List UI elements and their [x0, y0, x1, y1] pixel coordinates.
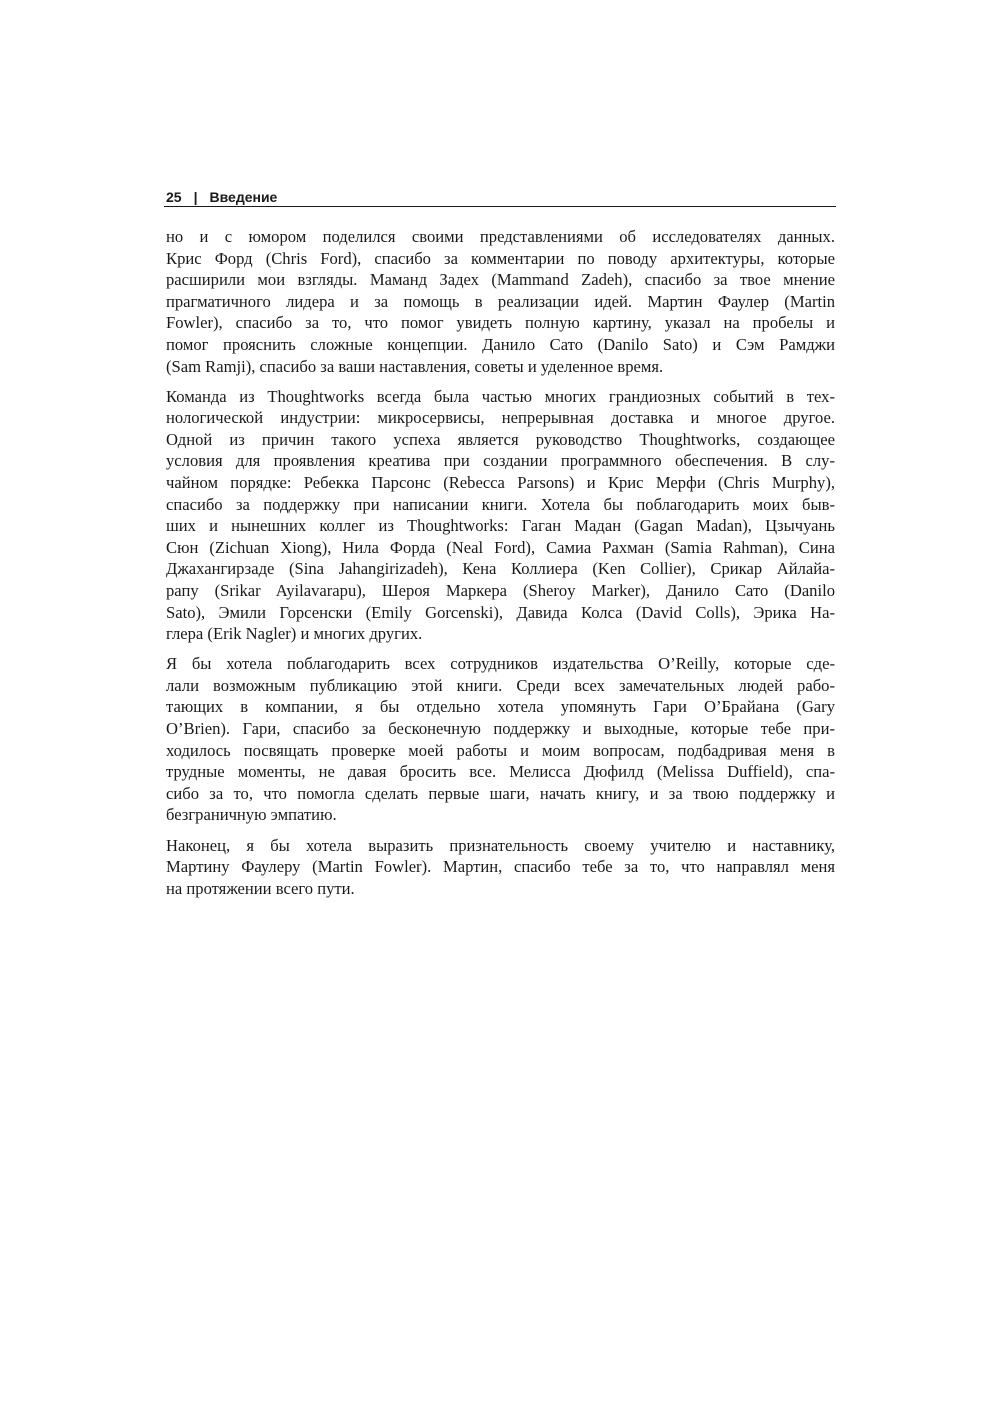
text-line: Наконец, я бы хотела выразить признательность своему учителю и наставнику, — [166, 835, 835, 855]
text-line: условия для проявления креатива при создании программного обеспечения. В слу- — [166, 451, 835, 471]
text-line: помог прояснить сложные концепции. Данило Сато (Danilo Sato) и Сэм Рамджи — [166, 334, 835, 354]
text-line: прагматичного лидера и за помощь в реализации идей. Мартин Фаулер (Martin — [166, 291, 835, 311]
text-line: Крис Форд (Chris Ford), спасибо за комментарии по поводу архитектуры, которые — [166, 248, 835, 268]
text-line: Мартину Фаулеру (Martin Fowler). Мартин, спасибо тебе за то, что направлял меня — [166, 857, 835, 877]
text-line: спасибо за поддержку при написании книги. Хотела бы поблагодарить моих быв- — [166, 494, 835, 514]
text-line: сибо за то, что помогла сделать первые шаги, начать книгу, и за твою поддержку и — [166, 783, 835, 803]
text-line: (Sam Ramji), спасибо за ваши наставления, советы и уделенное время. — [166, 356, 664, 376]
header-rule — [164, 206, 836, 207]
text-line: рапу (Srikar Ayilavarapu), Шероя Маркера (Sheroy Marker), Данило Сато (Danilo — [166, 581, 835, 600]
text-line: Команда из Thoughtworks всегда была частью многих грандиозных событий в тех- — [166, 386, 835, 406]
text-line: Я бы хотела поблагодарить всех сотрудников издательства O’Reilly, которые сде- — [166, 654, 835, 674]
text-line: Сюн (Zichuan Xiong), Нила Форда (Neal Ford), Самиа Рахман (Samia Rahman), Сина — [166, 537, 835, 557]
page-number: 25 — [166, 189, 182, 205]
text-line: безграничную эмпатию. — [166, 805, 337, 825]
text-line: лали возможным публикацию этой книги. Среди всех замечательных людей рабо- — [166, 675, 835, 695]
text-line: ходилось посвящать проверке моей работы и моим вопросам, подбадривая меня в — [166, 740, 835, 760]
paragraph — [166, 653, 835, 826]
paragraph — [166, 835, 835, 900]
text-line: на протяжении всего пути. — [166, 878, 355, 898]
text-line: трудные моменты, не давая бросить все. Мелисса Дюфилд (Melissa Duffield), спа- — [166, 762, 835, 782]
text-line: Одной из причин такого успеха является руководство Thoughtworks, создающее — [166, 429, 835, 449]
text-line: Sato), Эмили Горсенски (Emily Gorcenski), Давида Колса (David Colls), Эрика На- — [166, 602, 835, 622]
paragraph — [166, 226, 835, 377]
text-line: ших и нынешних коллег из Thoughtworks: Гаган Мадан (Gagan Madan), Цзычуань — [166, 516, 835, 536]
paragraph — [166, 386, 835, 645]
header-separator: | — [193, 189, 198, 205]
section-title: Введение — [209, 189, 278, 205]
text-line: глера (Erik Nagler) и многих других. — [166, 624, 423, 644]
text-line: Fowler), спасибо за то, что помог увидеть полную картину, указал на пробелы и — [166, 313, 835, 333]
body-text — [166, 226, 835, 908]
text-line: нологической индустрии: микросервисы, непрерывная доставка и многое другое. — [166, 408, 835, 428]
text-line: чайном порядке: Ребекка Парсонс (Rebecca Parsons) и Крис Мерфи (Chris Murphy), — [166, 473, 835, 493]
text-line: Джахангирзаде (Sina Jahangirizadeh), Кена Коллиера (Ken Collier), Срикар Айлайа- — [166, 559, 835, 579]
running-header — [166, 187, 836, 207]
text-line: тающих в компании, я бы отдельно хотела упомянуть Гари О’Брайана (Gary — [166, 697, 835, 717]
text-line: O’Brien). Гари, спасибо за бесконечную поддержку и выходные, которые тебе при- — [166, 719, 835, 739]
text-line: но и с юмором поделился своими представлениями об исследователях данных. — [166, 227, 835, 246]
text-line: расширили мои взгляды. Маманд Задех (Mammand Zadeh), спасибо за твое мнение — [166, 270, 835, 290]
